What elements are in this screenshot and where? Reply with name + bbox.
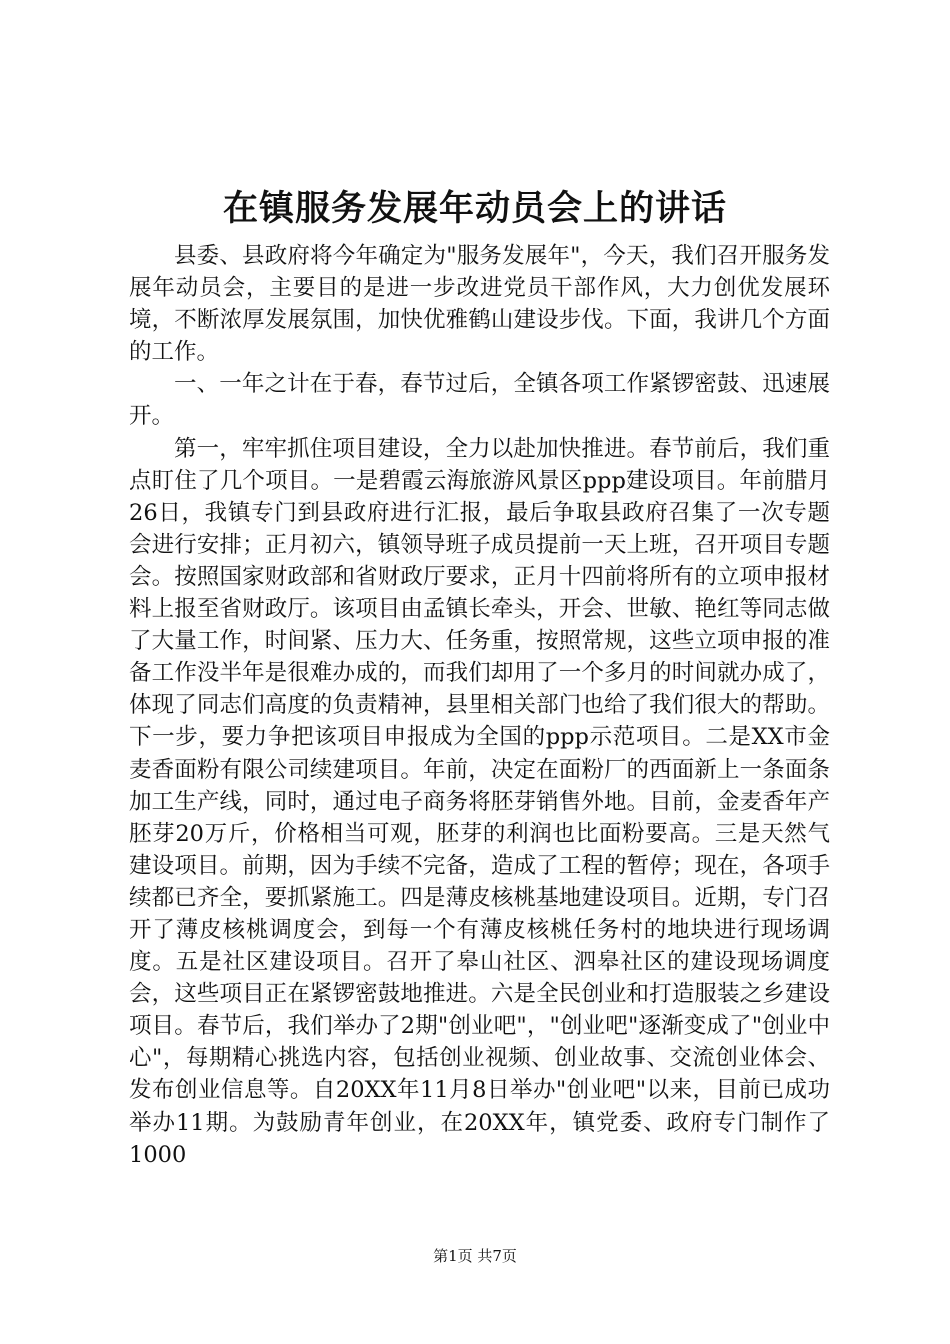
document-title: 在镇服务发展年动员会上的讲话	[222, 188, 727, 229]
paragraph-projects: 第一，牢牢抓住项目建设，全力以赴加快推进。春节前后，我们重点盯住了几个项目。一是碧霞云海旅游风景区ppp建设项目。年前腊月26日，我镇专门到县政府进行汇报，最后争取县政府召集了一次专题会进行安排；正月初六，镇领导班子成员提前一天上班，召开项目专题会。按照国家财政部和省财政厅要求，正月十四前将所有的立项申报材料上报至省财政厅。该项目由孟镇长牵头，开会、世敏、艳红等同志做了大量工作，时间紧、压力大、任务重，按照常规，这些立项申报的准备工作没半年是很难办成的，而我们却用了一个多月的时间就办成了，体现了同志们高度的负责精神，县里相关部门也给了我们很大的帮助。下一步，要力争把该项目申报成为全国的ppp示范项目。二是XX市金麦香面粉有限公司续建项目。年前，决定在面粉厂的西面新上一条面条加工生产线，同时，通过电子商务将胚芽销售外地。目前，金麦香年产胚芽20万斤，价格相当可观，胚芽的利润也比面粉要高。三是天然气建设项目。前期，因为手续不完备，造成了工程的暂停；现在，各项手续都已齐全，要抓紧施工。四是薄皮核桃基地建设项目。近期，专门召开了薄皮核桃调度会，到每一个有薄皮核桃任务村的地块进行现场调度。五是社区建设项目。召开了皋山社区、泗皋社区的建设现场调度会，这些项目正在紧锣密鼓地推进。六是全民创业和打造服装之乡建设项目。春节后，我们举办了2期"创业吧"，"创业吧"逐渐变成了"创业中心"，每期精心挑选内容，包括创业视频、创业故事、交流创业体会、发布创业信息等。自20XX年11月8日举办"创业吧"以来，目前已成功举办11期。为鼓励青年创业，在20XX年，镇党委、政府专门制作了1000	[129, 435, 830, 1168]
paragraph-intro: 县委、县政府将今年确定为"服务发展年"，今天，我们召开服务发展年动员会，主要目的是进一步改进党员干部作风，大力创优发展环境，不断浓厚发展氛围，加快优雅鹤山建设步伐。下面，我讲几个方面的工作。	[129, 243, 830, 366]
page-number: 第1页 共7页	[433, 1247, 517, 1265]
paragraph-section-one: 一、一年之计在于春，春节过后，全镇各项工作紧锣密鼓、迅速展开。	[129, 371, 830, 430]
document-body	[129, 240, 830, 1171]
